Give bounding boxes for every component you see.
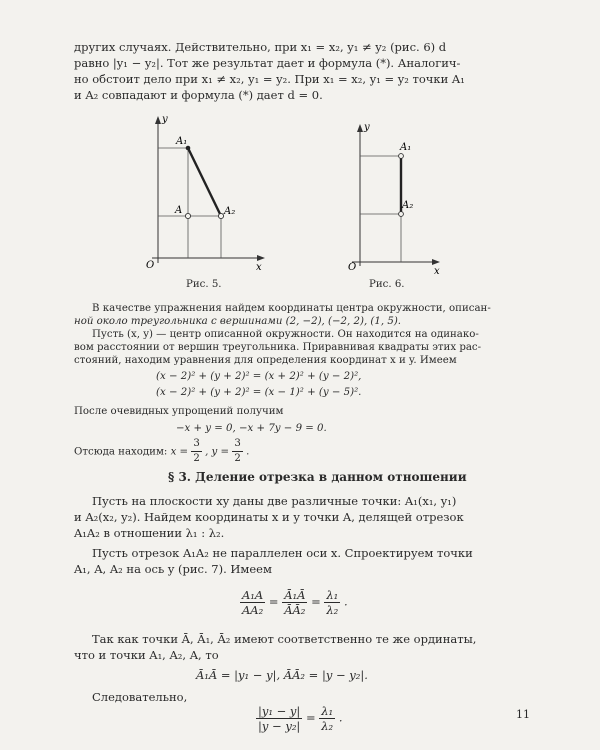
numerator: |y₁ − y| [258,704,301,718]
simplify-text: После очевидных упрощений получим [74,406,284,417]
denominator: |y − y₂| [258,719,301,733]
section-text: Так как точки Ā, Ā₁, Ā₂ имеют соответственно те же ординаты, [92,632,477,646]
numerator: A₁A [242,588,264,602]
equals-sign: = [311,594,321,609]
consequently-text: Следовательно, [92,690,188,704]
fraction [319,704,335,733]
y-axis-arrow [357,124,363,132]
x-axis-arrow [432,259,440,265]
numerator: Ā₁Ā [284,588,306,602]
result-suffix: . [246,446,250,458]
exercise-line: вом расстоянии от вершин треугольника. Приравнивая квадраты этих рас- [74,342,482,353]
text-line: других случаях. Действительно, при x₁ = x₂, y₁ ≠ y₂ (рис. 6) d [74,40,447,54]
exercise-line: ной около треугольника с вершинами (2, −2), (−2, 2), (1, 5). [74,316,402,327]
section-text: что и точки A₁, A₂, A, то [74,648,219,662]
text-line: и A₂ совпадают и формула (*) дает d = 0. [74,88,323,102]
point-A [185,213,190,218]
origin-label: O [146,260,155,271]
figure-6 [338,116,448,277]
y-axis-label: y [162,114,168,125]
result-prefix: Отсюда находим: [74,446,168,458]
point-A2 [399,212,404,217]
A2-label: A₂ [402,200,414,211]
figure-6-caption: Рис. 6. [369,279,405,290]
numerator: 3 [191,437,201,452]
result-x-lhs: x = [170,446,189,458]
text-line: но обстоит дело при x₁ ≠ x₂, y₁ = y₂. При x₁ = x₂, y₁ = y₂ точки A₁ [74,72,465,86]
section-text: и A₂(x₂, y₂). Найдем координаты x и y точки A, делящей отрезок [74,510,464,524]
origin-label: O [348,262,357,273]
denominator: λ₂ [321,719,334,733]
point-A2 [218,213,223,218]
equation-1: (x − 2)² + (y + 2)² = (x + 2)² + (y − 2)², [156,371,362,382]
numerator: λ₁ [321,704,334,718]
fraction [191,437,201,466]
period: . [343,594,348,609]
denominator: λ₂ [326,603,339,617]
equation-3: −x + y = 0, −x + 7y − 9 = 0. [176,423,327,434]
A1-label: A₁ [400,142,412,153]
section-text: Пусть отрезок A₁A₂ не параллелен оси x. Спроектируем точки [92,546,473,560]
section-text: A₁A₂ в отношении λ₁ : λ₂. [74,526,225,540]
section-heading: § 3. Деление отрезка в данном отношении [168,470,467,484]
numerator: λ₁ [326,588,339,602]
fraction [282,588,307,617]
fraction [324,588,340,617]
result-y-lhs: , y = [205,446,230,458]
ratio-formula-2 [256,704,342,733]
figure-5-caption: Рис. 5. [186,279,222,290]
denominator: AA₂ [242,603,264,617]
page-number: 11 [516,708,530,721]
exercise-line: стояний, находим уравнения для определения координат x и y. Имеем [74,355,457,366]
segment-A1A2 [188,148,221,216]
result-line [74,437,249,466]
equals-sign: = [305,710,316,725]
abs-equation: Ā₁Ā = |y₁ − y|, ĀĀ₂ = |y − y₂|. [196,668,368,682]
text-line: равно |y₁ − y₂|. Тот же результат дает и формула (*). Аналогич- [74,56,461,70]
fraction [240,588,265,617]
section-text: Пусть на плоскости xy даны две различные точки: A₁(x₁, y₁) [92,494,457,508]
A2-label: A₂ [224,206,236,217]
y-axis-arrow [155,116,161,124]
section-text: A₁, A, A₂ на ось y (рис. 7). Имеем [74,562,272,576]
exercise-line: Пусть (x, y) — центр описанной окружности. Он находится на одинако- [92,329,479,340]
A1-label: A₁ [176,136,188,147]
x-axis-label: x [434,266,440,277]
fraction [232,437,242,466]
denominator: ĀĀ₂ [284,603,306,617]
x-axis-label: x [256,262,262,273]
denominator: 2 [234,453,241,464]
figure-5 [138,108,268,273]
exercise-line: В качестве упражнения найдем координаты центра окружности, описан- [92,303,491,314]
equation-2: (x − 2)² + (y + 2)² = (x − 1)² + (y − 5)². [156,387,362,398]
x-axis-arrow [257,255,265,261]
fraction [256,704,302,733]
numerator: 3 [232,437,242,452]
period: . [338,710,343,725]
equals-sign: = [268,594,279,609]
y-axis-label: y [364,122,370,133]
point-A1 [399,154,404,159]
A-label: A [175,205,183,216]
denominator: 2 [193,453,200,464]
ratio-formula [240,588,348,617]
